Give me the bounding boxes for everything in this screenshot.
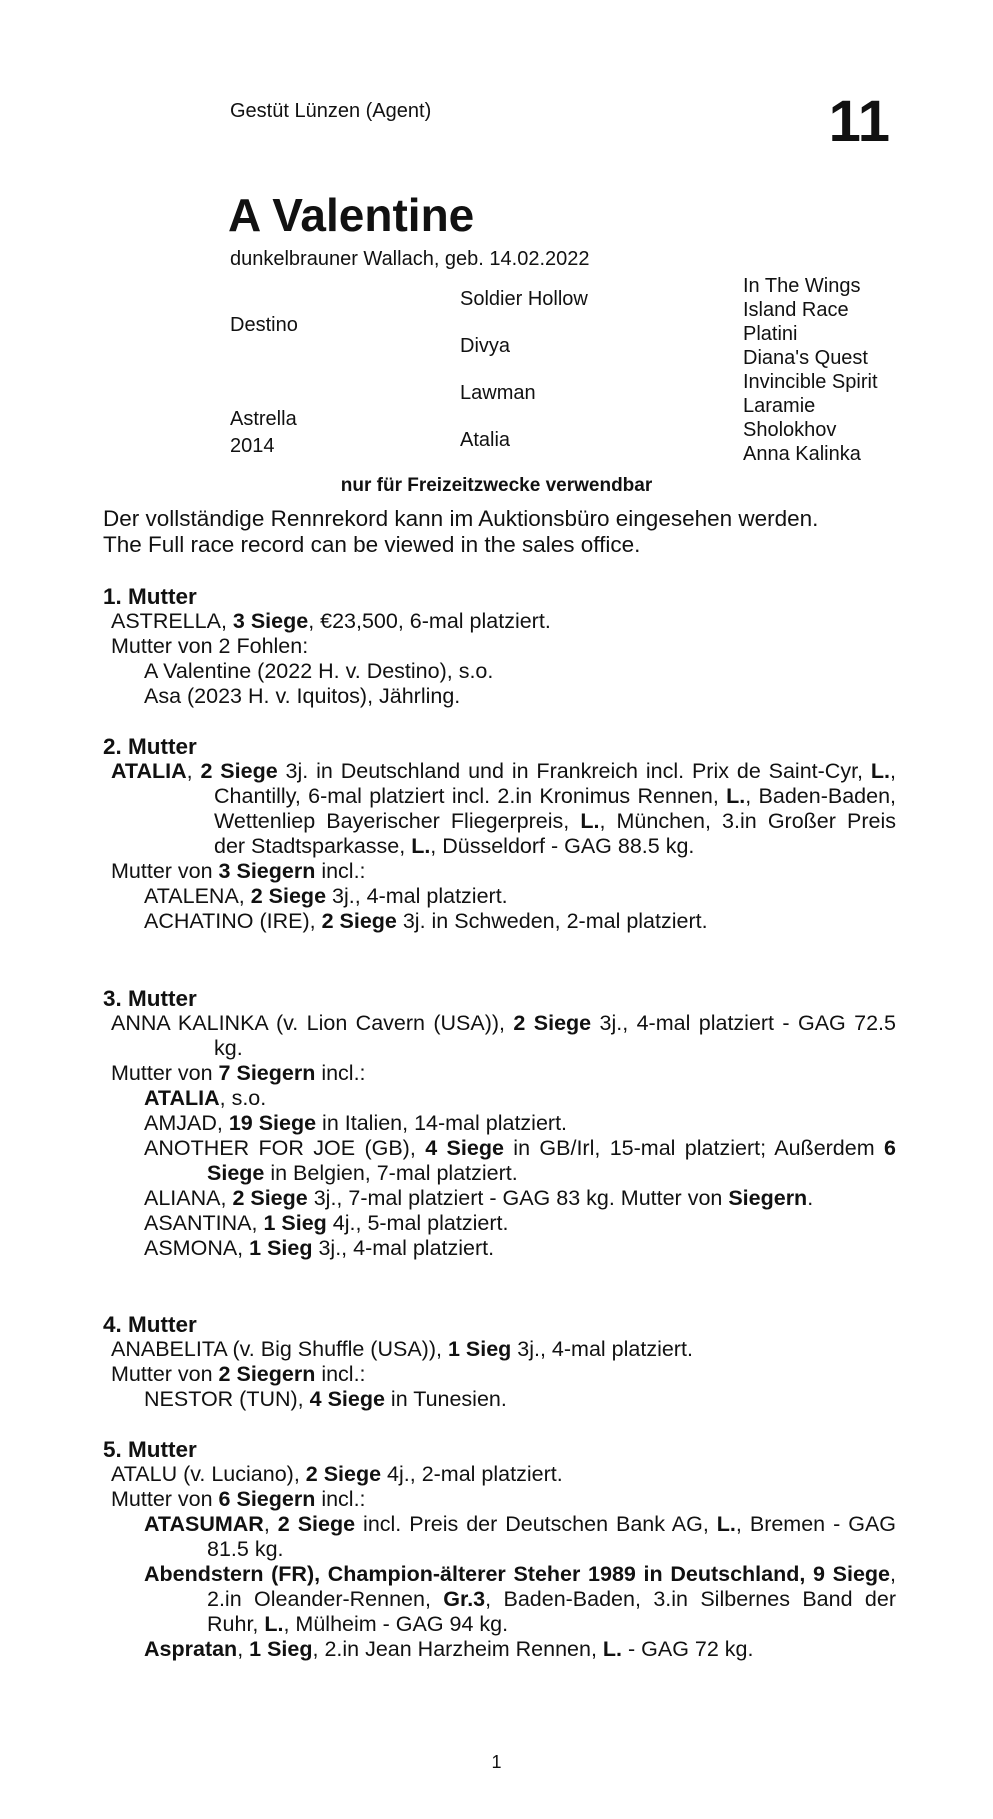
pedigree-great-grandparent: In The Wings [743, 275, 861, 297]
dam-entry: ANNA KALINKA (v. Lion Cavern (USA)), 2 Siege 3j., 4-mal platziert - GAG 72.5 kg. [111, 1011, 896, 1060]
progeny-item: ACHATINO (IRE), 2 Siege 3j. in Schweden, 2-mal platziert. [144, 909, 708, 933]
progeny-heading: Mutter von 2 Fohlen: [111, 634, 309, 658]
progeny-item: Asa (2023 H. v. Iquitos), Jährling. [144, 684, 461, 708]
pedigree-great-grandparent: Invincible Spirit [743, 371, 878, 393]
pedigree-dam-year: 2014 [230, 435, 275, 457]
pedigree-sire: Destino [230, 314, 298, 336]
pedigree-grandparent: Divya [460, 335, 511, 357]
progeny-item: ASANTINA, 1 Sieg 4j., 5-mal platziert. [144, 1211, 509, 1235]
fifth-dam-section [103, 1437, 896, 1662]
second-dam-section [103, 734, 896, 934]
third-dam-section [103, 986, 896, 1261]
progeny-item: ATALIA, s.o. [144, 1086, 267, 1110]
progeny-item: ANOTHER FOR JOE (GB), 4 Siege in GB/Irl, 15-mal platziert; Außerdem 6 Siege in Belgien, 7-mal platziert. [144, 1136, 896, 1185]
progeny-heading: Mutter von 6 Siegern incl.: [111, 1487, 366, 1511]
usage-note: nur für Freizeitzwecke verwendbar [340, 475, 653, 496]
section-title: 3. Mutter [103, 986, 197, 1011]
pedigree-great-grandparent: Diana's Quest [743, 347, 868, 369]
progeny-item: ALIANA, 2 Siege 3j., 7-mal platziert - GAG 83 kg. Mutter von Siegern. [144, 1186, 814, 1210]
progeny-item: A Valentine (2022 H. v. Destino), s.o. [144, 659, 494, 683]
progeny-heading: Mutter von 3 Siegern incl.: [111, 859, 366, 883]
dam-entry: ATALIA, 2 Siege 3j. in Deutschland und in Frankreich incl. Prix de Saint-Cyr, L., Chantilly, 6-mal platziert incl. 2.in Kronimus Rennen, L., Baden-Baden, Wettenliep Bayerischer Fliegerpreis, L., München, 3.in Großer Preis der Stadtsparkasse, L., Düsseldorf - GAG 88.5 kg. [111, 759, 897, 858]
section-title: 5. Mutter [103, 1437, 197, 1462]
race-record-note [103, 506, 818, 558]
progeny-heading: Mutter von 2 Siegern incl.: [111, 1362, 366, 1386]
pedigree-great-grandparent: Platini [743, 323, 798, 345]
page-number: 1 [491, 1752, 502, 1772]
pedigree-grandparent: Soldier Hollow [460, 288, 588, 310]
section-title: 2. Mutter [103, 734, 197, 759]
pedigree-great-grandparent: Laramie [743, 395, 816, 417]
progeny-item: Aspratan, 1 Sieg, 2.in Jean Harzheim Rennen, L. - GAG 72 kg. [144, 1637, 754, 1661]
horse-name: A Valentine [228, 189, 475, 241]
dam-entry: ATALU (v. Luciano), 2 Siege 4j., 2-mal platziert. [111, 1462, 563, 1486]
progeny-item: ATALENA, 2 Siege 3j., 4-mal platziert. [144, 884, 508, 908]
pedigree-dam: Astrella [230, 408, 297, 430]
pedigree-great-grandparent: Anna Kalinka [743, 443, 861, 465]
progeny-heading: Mutter von 7 Siegern incl.: [111, 1061, 366, 1085]
dam-entry: ANABELITA (v. Big Shuffle (USA)), 1 Sieg 3j., 4-mal platziert. [111, 1337, 693, 1361]
consignor: Gestüt Lünzen (Agent) [230, 100, 432, 122]
progeny-item: AMJAD, 19 Siege in Italien, 14-mal platziert. [144, 1111, 568, 1135]
dam-entry: ASTRELLA, 3 Siege, €23,500, 6-mal platziert. [111, 609, 551, 633]
lot-number: 11 [828, 89, 890, 154]
progeny-item: Abendstern (FR), Champion-älterer Steher 1989 in Deutschland, 9 Siege, 2.in Oleander-Rennen, Gr.3, Baden-Baden, 3.in Silbernes Band der Ruhr, L., Mülheim - GAG 94 kg. [144, 1562, 896, 1636]
progeny-item: ATASUMAR, 2 Siege incl. Preis der Deutschen Bank AG, L., Bremen - GAG 81.5 kg. [144, 1512, 897, 1561]
horse-description: dunkelbrauner Wallach, geb. 14.02.2022 [230, 248, 590, 270]
progeny-item: ASMONA, 1 Sieg 3j., 4-mal platziert. [144, 1236, 495, 1260]
race-record-note-de: Der vollständige Rennrekord kann im Auktionsbüro eingesehen werden. [103, 506, 819, 531]
first-dam-section [103, 584, 896, 709]
pedigree-grandparent: Atalia [460, 429, 511, 451]
section-title: 1. Mutter [103, 584, 197, 609]
section-title: 4. Mutter [103, 1312, 197, 1337]
fourth-dam-section [103, 1312, 896, 1412]
race-record-note-en: The Full race record can be viewed in the sales office. [103, 532, 641, 557]
pedigree-great-grandparent: Sholokhov [743, 419, 837, 441]
progeny-item: NESTOR (TUN), 4 Siege in Tunesien. [144, 1387, 507, 1411]
pedigree-grandparent: Lawman [460, 382, 536, 404]
pedigree-great-grandparent: Island Race [743, 299, 849, 321]
